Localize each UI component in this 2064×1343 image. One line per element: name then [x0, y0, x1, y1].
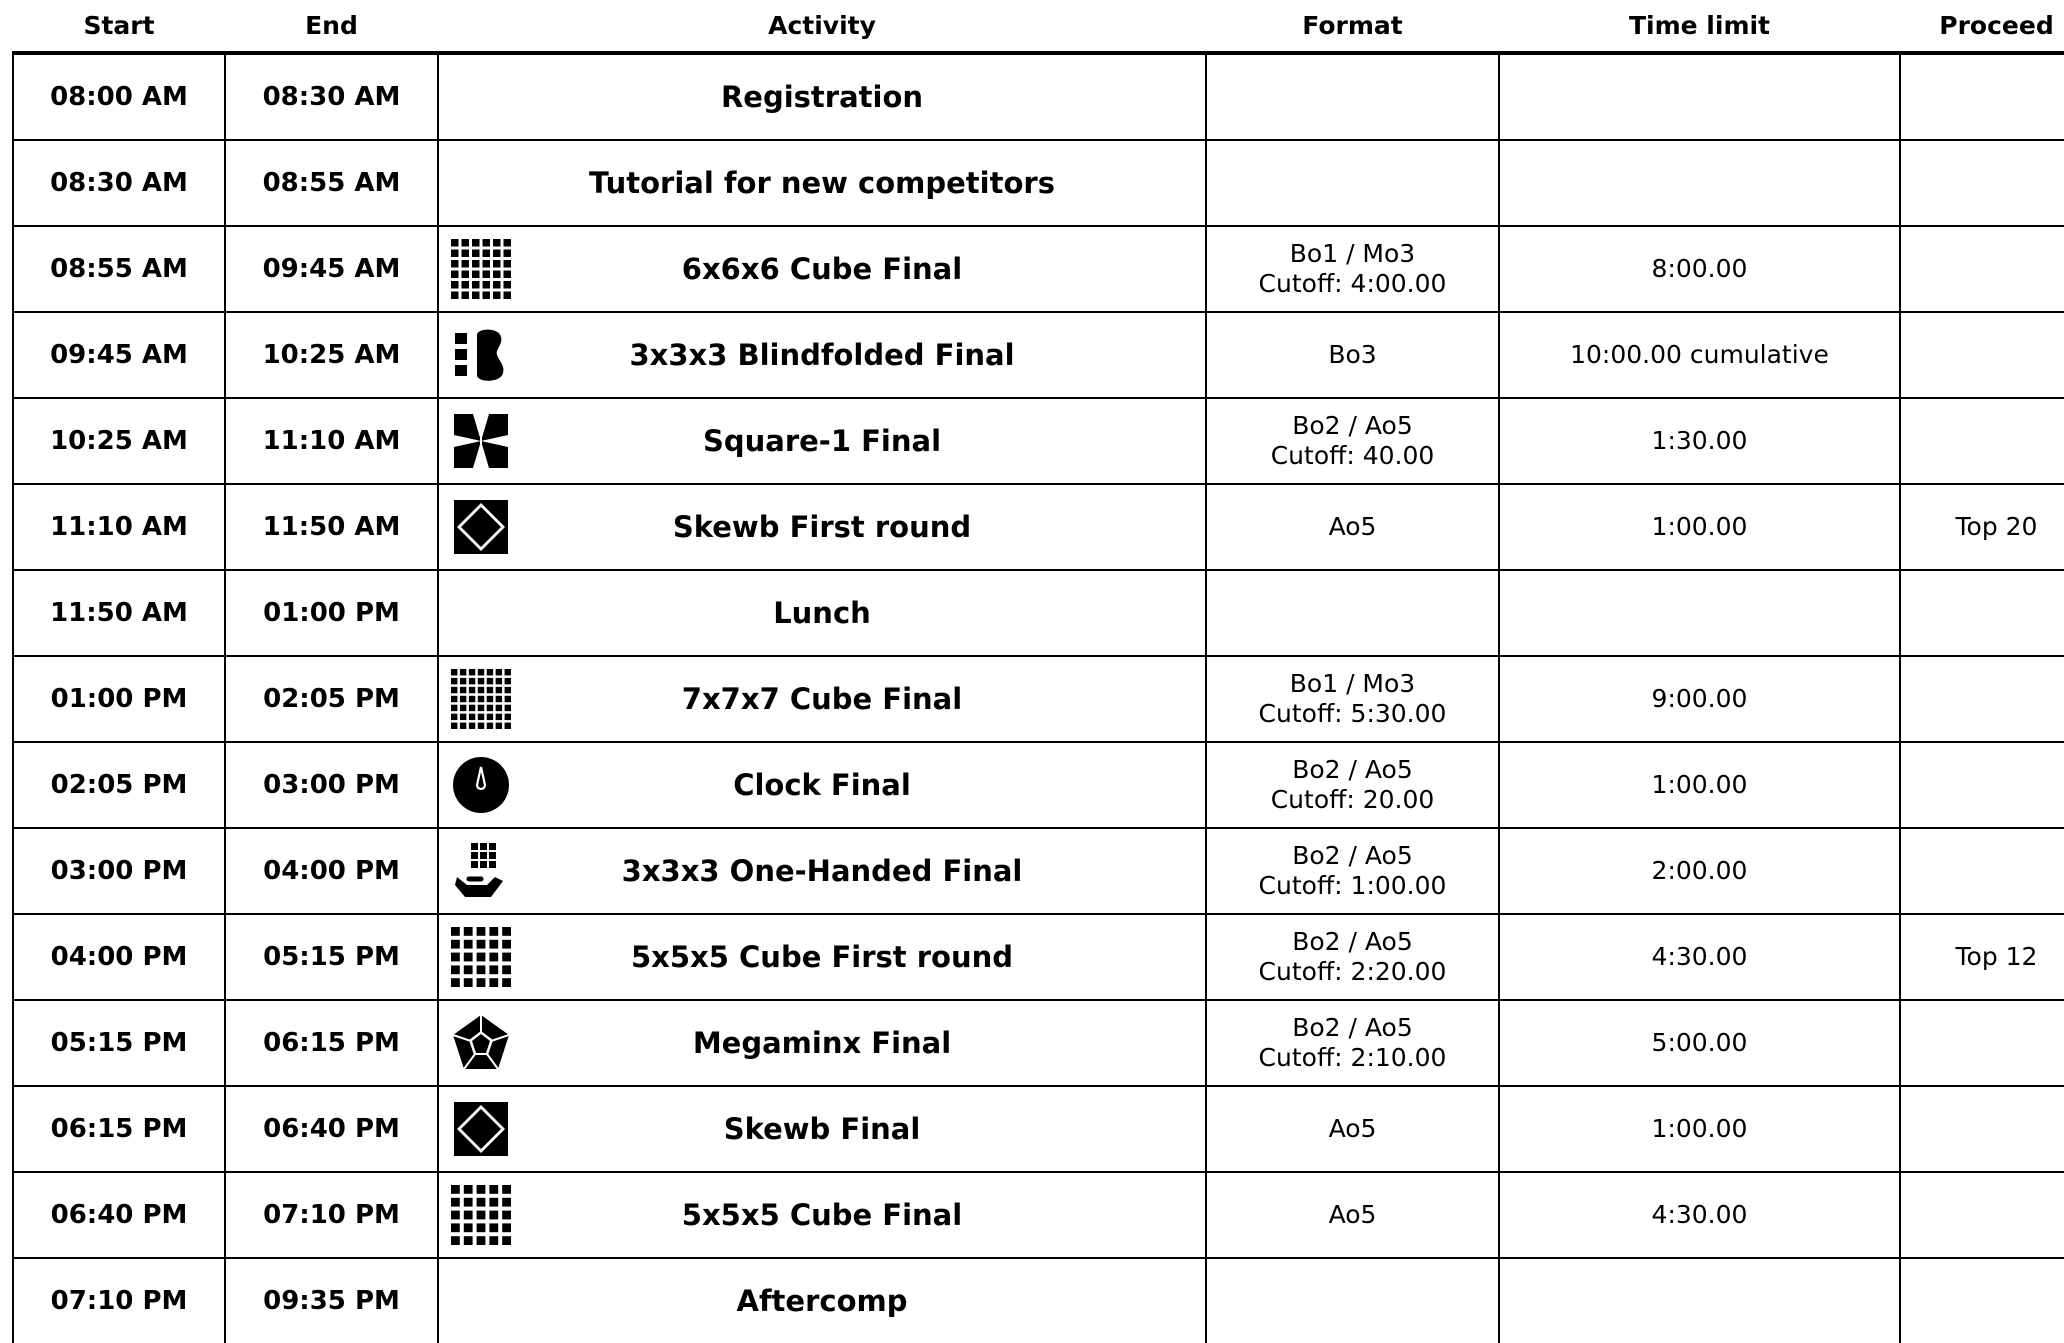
- proceed-cell: Top 12: [1900, 914, 2064, 1000]
- format-cell: [1206, 312, 1499, 398]
- start-time: 09:45 AM: [13, 312, 225, 398]
- proceed-cell: [1900, 1258, 2064, 1343]
- format-cell: [1206, 828, 1499, 914]
- time-limit: 9:00.00: [1499, 656, 1900, 742]
- blindfolded-icon: [451, 325, 511, 385]
- proceed-cell: [1900, 1000, 2064, 1086]
- format-rule: Bo2 / Ao5: [1292, 411, 1413, 440]
- header-proceed: Proceed: [1900, 0, 2064, 53]
- end-time: 07:10 PM: [225, 1172, 438, 1258]
- activity-name: Square-1 Final: [702, 424, 942, 458]
- format-rule: Bo2 / Ao5: [1292, 1013, 1413, 1042]
- format-cell: [1206, 570, 1499, 656]
- header-end: End: [225, 0, 438, 53]
- activity-name: Skewb First round: [672, 510, 972, 544]
- start-time: 02:05 PM: [13, 742, 225, 828]
- table-row: [13, 742, 2064, 828]
- activity-name: Tutorial for new competitors: [589, 166, 1055, 200]
- proceed-cell: [1900, 226, 2064, 312]
- activity-name: 5x5x5 Cube Final: [681, 1198, 963, 1232]
- activity-name: Skewb Final: [723, 1112, 921, 1146]
- one-handed-icon: [451, 841, 511, 901]
- end-time: 09:45 AM: [225, 226, 438, 312]
- end-time: 11:50 AM: [225, 484, 438, 570]
- schedule-header: [13, 0, 2064, 53]
- table-row: [13, 312, 2064, 398]
- start-time: 07:10 PM: [13, 1258, 225, 1343]
- time-limit: 10:00.00 cumulative: [1499, 312, 1900, 398]
- time-limit: 4:30.00: [1499, 1172, 1900, 1258]
- end-time: 10:25 AM: [225, 312, 438, 398]
- end-time: 08:30 AM: [225, 53, 438, 140]
- format-cutoff: Cutoff: 20.00: [1270, 785, 1435, 814]
- format-rule: Bo2 / Ao5: [1292, 927, 1413, 956]
- time-limit: 8:00.00: [1499, 226, 1900, 312]
- time-limit: 1:30.00: [1499, 398, 1900, 484]
- activity-name: Aftercomp: [736, 1284, 908, 1318]
- format-cutoff: Cutoff: 2:10.00: [1258, 1043, 1447, 1072]
- clock-icon: [451, 755, 511, 815]
- end-time: 08:55 AM: [225, 140, 438, 226]
- cube-7x7-icon: [451, 669, 511, 729]
- time-limit: [1499, 1258, 1900, 1343]
- proceed-cell: [1900, 53, 2064, 140]
- table-row: [13, 1000, 2064, 1086]
- start-time: 04:00 PM: [13, 914, 225, 1000]
- end-time: 05:15 PM: [225, 914, 438, 1000]
- table-row: [13, 140, 2064, 226]
- header-start: Start: [13, 0, 225, 53]
- activity-cell: [438, 1086, 1206, 1172]
- format-cell: [1206, 1086, 1499, 1172]
- header-activity: Activity: [438, 0, 1206, 53]
- activity-cell: [438, 1000, 1206, 1086]
- cube-6x6-icon: [451, 239, 511, 299]
- proceed-cell: [1900, 398, 2064, 484]
- format-rule: Ao5: [1328, 1200, 1377, 1229]
- format-rule: Bo1 / Mo3: [1289, 239, 1416, 268]
- format-cell: [1206, 53, 1499, 140]
- cube-5x5-icon: [451, 927, 511, 987]
- format-rule: Bo1 / Mo3: [1289, 669, 1416, 698]
- activity-cell: [438, 312, 1206, 398]
- format-rule: Bo2 / Ao5: [1292, 755, 1413, 784]
- activity-name: Lunch: [773, 596, 871, 630]
- schedule-table: [12, 0, 2064, 1343]
- table-row: [13, 1086, 2064, 1172]
- activity-cell: [438, 570, 1206, 656]
- end-time: 04:00 PM: [225, 828, 438, 914]
- activity-name: 3x3x3 Blindfolded Final: [629, 338, 1015, 372]
- start-time: 05:15 PM: [13, 1000, 225, 1086]
- proceed-cell: [1900, 140, 2064, 226]
- table-row: [13, 226, 2064, 312]
- format-cell: [1206, 140, 1499, 226]
- activity-cell: [438, 742, 1206, 828]
- format-rule: Bo3: [1328, 340, 1377, 369]
- header-row: [13, 0, 2064, 53]
- format-cutoff: Cutoff: 5:30.00: [1258, 699, 1447, 728]
- activity-name: 7x7x7 Cube Final: [681, 682, 963, 716]
- activity-name: Clock Final: [733, 768, 911, 802]
- start-time: 01:00 PM: [13, 656, 225, 742]
- time-limit: 2:00.00: [1499, 828, 1900, 914]
- table-row: [13, 398, 2064, 484]
- activity-cell: [438, 1258, 1206, 1343]
- proceed-cell: [1900, 1086, 2064, 1172]
- table-row: [13, 828, 2064, 914]
- start-time: 10:25 AM: [13, 398, 225, 484]
- activity-name: Megaminx Final: [692, 1026, 952, 1060]
- proceed-cell: [1900, 828, 2064, 914]
- format-rule: Ao5: [1328, 512, 1377, 541]
- format-cutoff: Cutoff: 1:00.00: [1258, 871, 1447, 900]
- table-row: [13, 656, 2064, 742]
- end-time: 03:00 PM: [225, 742, 438, 828]
- activity-cell: [438, 140, 1206, 226]
- activity-name: Registration: [720, 80, 924, 114]
- format-cutoff: Cutoff: 40.00: [1270, 441, 1435, 470]
- proceed-cell: Top 20: [1900, 484, 2064, 570]
- end-time: 09:35 PM: [225, 1258, 438, 1343]
- format-cell: [1206, 742, 1499, 828]
- start-time: 08:55 AM: [13, 226, 225, 312]
- start-time: 03:00 PM: [13, 828, 225, 914]
- time-limit: 1:00.00: [1499, 1086, 1900, 1172]
- start-time: 08:00 AM: [13, 53, 225, 140]
- megaminx-icon: [451, 1013, 511, 1073]
- activity-name: 3x3x3 One-Handed Final: [621, 854, 1023, 888]
- proceed-cell: [1900, 312, 2064, 398]
- header-time-limit: Time limit: [1499, 0, 1900, 53]
- end-time: 06:15 PM: [225, 1000, 438, 1086]
- end-time: 01:00 PM: [225, 570, 438, 656]
- table-row: [13, 53, 2064, 140]
- format-cell: [1206, 484, 1499, 570]
- activity-cell: [438, 828, 1206, 914]
- format-cell: [1206, 398, 1499, 484]
- start-time: 06:15 PM: [13, 1086, 225, 1172]
- time-limit: [1499, 570, 1900, 656]
- activity-name: 5x5x5 Cube First round: [630, 940, 1014, 974]
- proceed-cell: [1900, 656, 2064, 742]
- time-limit: 5:00.00: [1499, 1000, 1900, 1086]
- time-limit: 1:00.00: [1499, 742, 1900, 828]
- start-time: 08:30 AM: [13, 140, 225, 226]
- end-time: 02:05 PM: [225, 656, 438, 742]
- square-1-icon: [451, 411, 511, 471]
- activity-cell: [438, 484, 1206, 570]
- skewb-icon: [451, 1099, 511, 1159]
- activity-name: 6x6x6 Cube Final: [681, 252, 963, 286]
- time-limit: [1499, 53, 1900, 140]
- activity-cell: [438, 1172, 1206, 1258]
- format-rule: Ao5: [1328, 1114, 1377, 1143]
- format-cutoff: Cutoff: 2:20.00: [1258, 957, 1447, 986]
- format-cell: [1206, 1000, 1499, 1086]
- proceed-cell: [1900, 742, 2064, 828]
- proceed-cell: [1900, 570, 2064, 656]
- start-time: 11:50 AM: [13, 570, 225, 656]
- schedule-body: [13, 53, 2064, 1343]
- table-row: [13, 914, 2064, 1000]
- format-cell: [1206, 1258, 1499, 1343]
- activity-cell: [438, 226, 1206, 312]
- time-limit: 4:30.00: [1499, 914, 1900, 1000]
- activity-cell: [438, 53, 1206, 140]
- format-cell: [1206, 1172, 1499, 1258]
- cube-5x5-icon: [451, 1185, 511, 1245]
- format-rule: Bo2 / Ao5: [1292, 841, 1413, 870]
- header-format: Format: [1206, 0, 1499, 53]
- end-time: 06:40 PM: [225, 1086, 438, 1172]
- skewb-icon: [451, 497, 511, 557]
- proceed-cell: [1900, 1172, 2064, 1258]
- table-row: [13, 570, 2064, 656]
- time-limit: 1:00.00: [1499, 484, 1900, 570]
- format-cell: [1206, 226, 1499, 312]
- table-row: [13, 1172, 2064, 1258]
- format-cell: [1206, 914, 1499, 1000]
- end-time: 11:10 AM: [225, 398, 438, 484]
- activity-cell: [438, 914, 1206, 1000]
- activity-cell: [438, 398, 1206, 484]
- table-row: [13, 484, 2064, 570]
- time-limit: [1499, 140, 1900, 226]
- start-time: 06:40 PM: [13, 1172, 225, 1258]
- format-cutoff: Cutoff: 4:00.00: [1258, 269, 1447, 298]
- format-cell: [1206, 656, 1499, 742]
- activity-cell: [438, 656, 1206, 742]
- start-time: 11:10 AM: [13, 484, 225, 570]
- table-row: [13, 1258, 2064, 1343]
